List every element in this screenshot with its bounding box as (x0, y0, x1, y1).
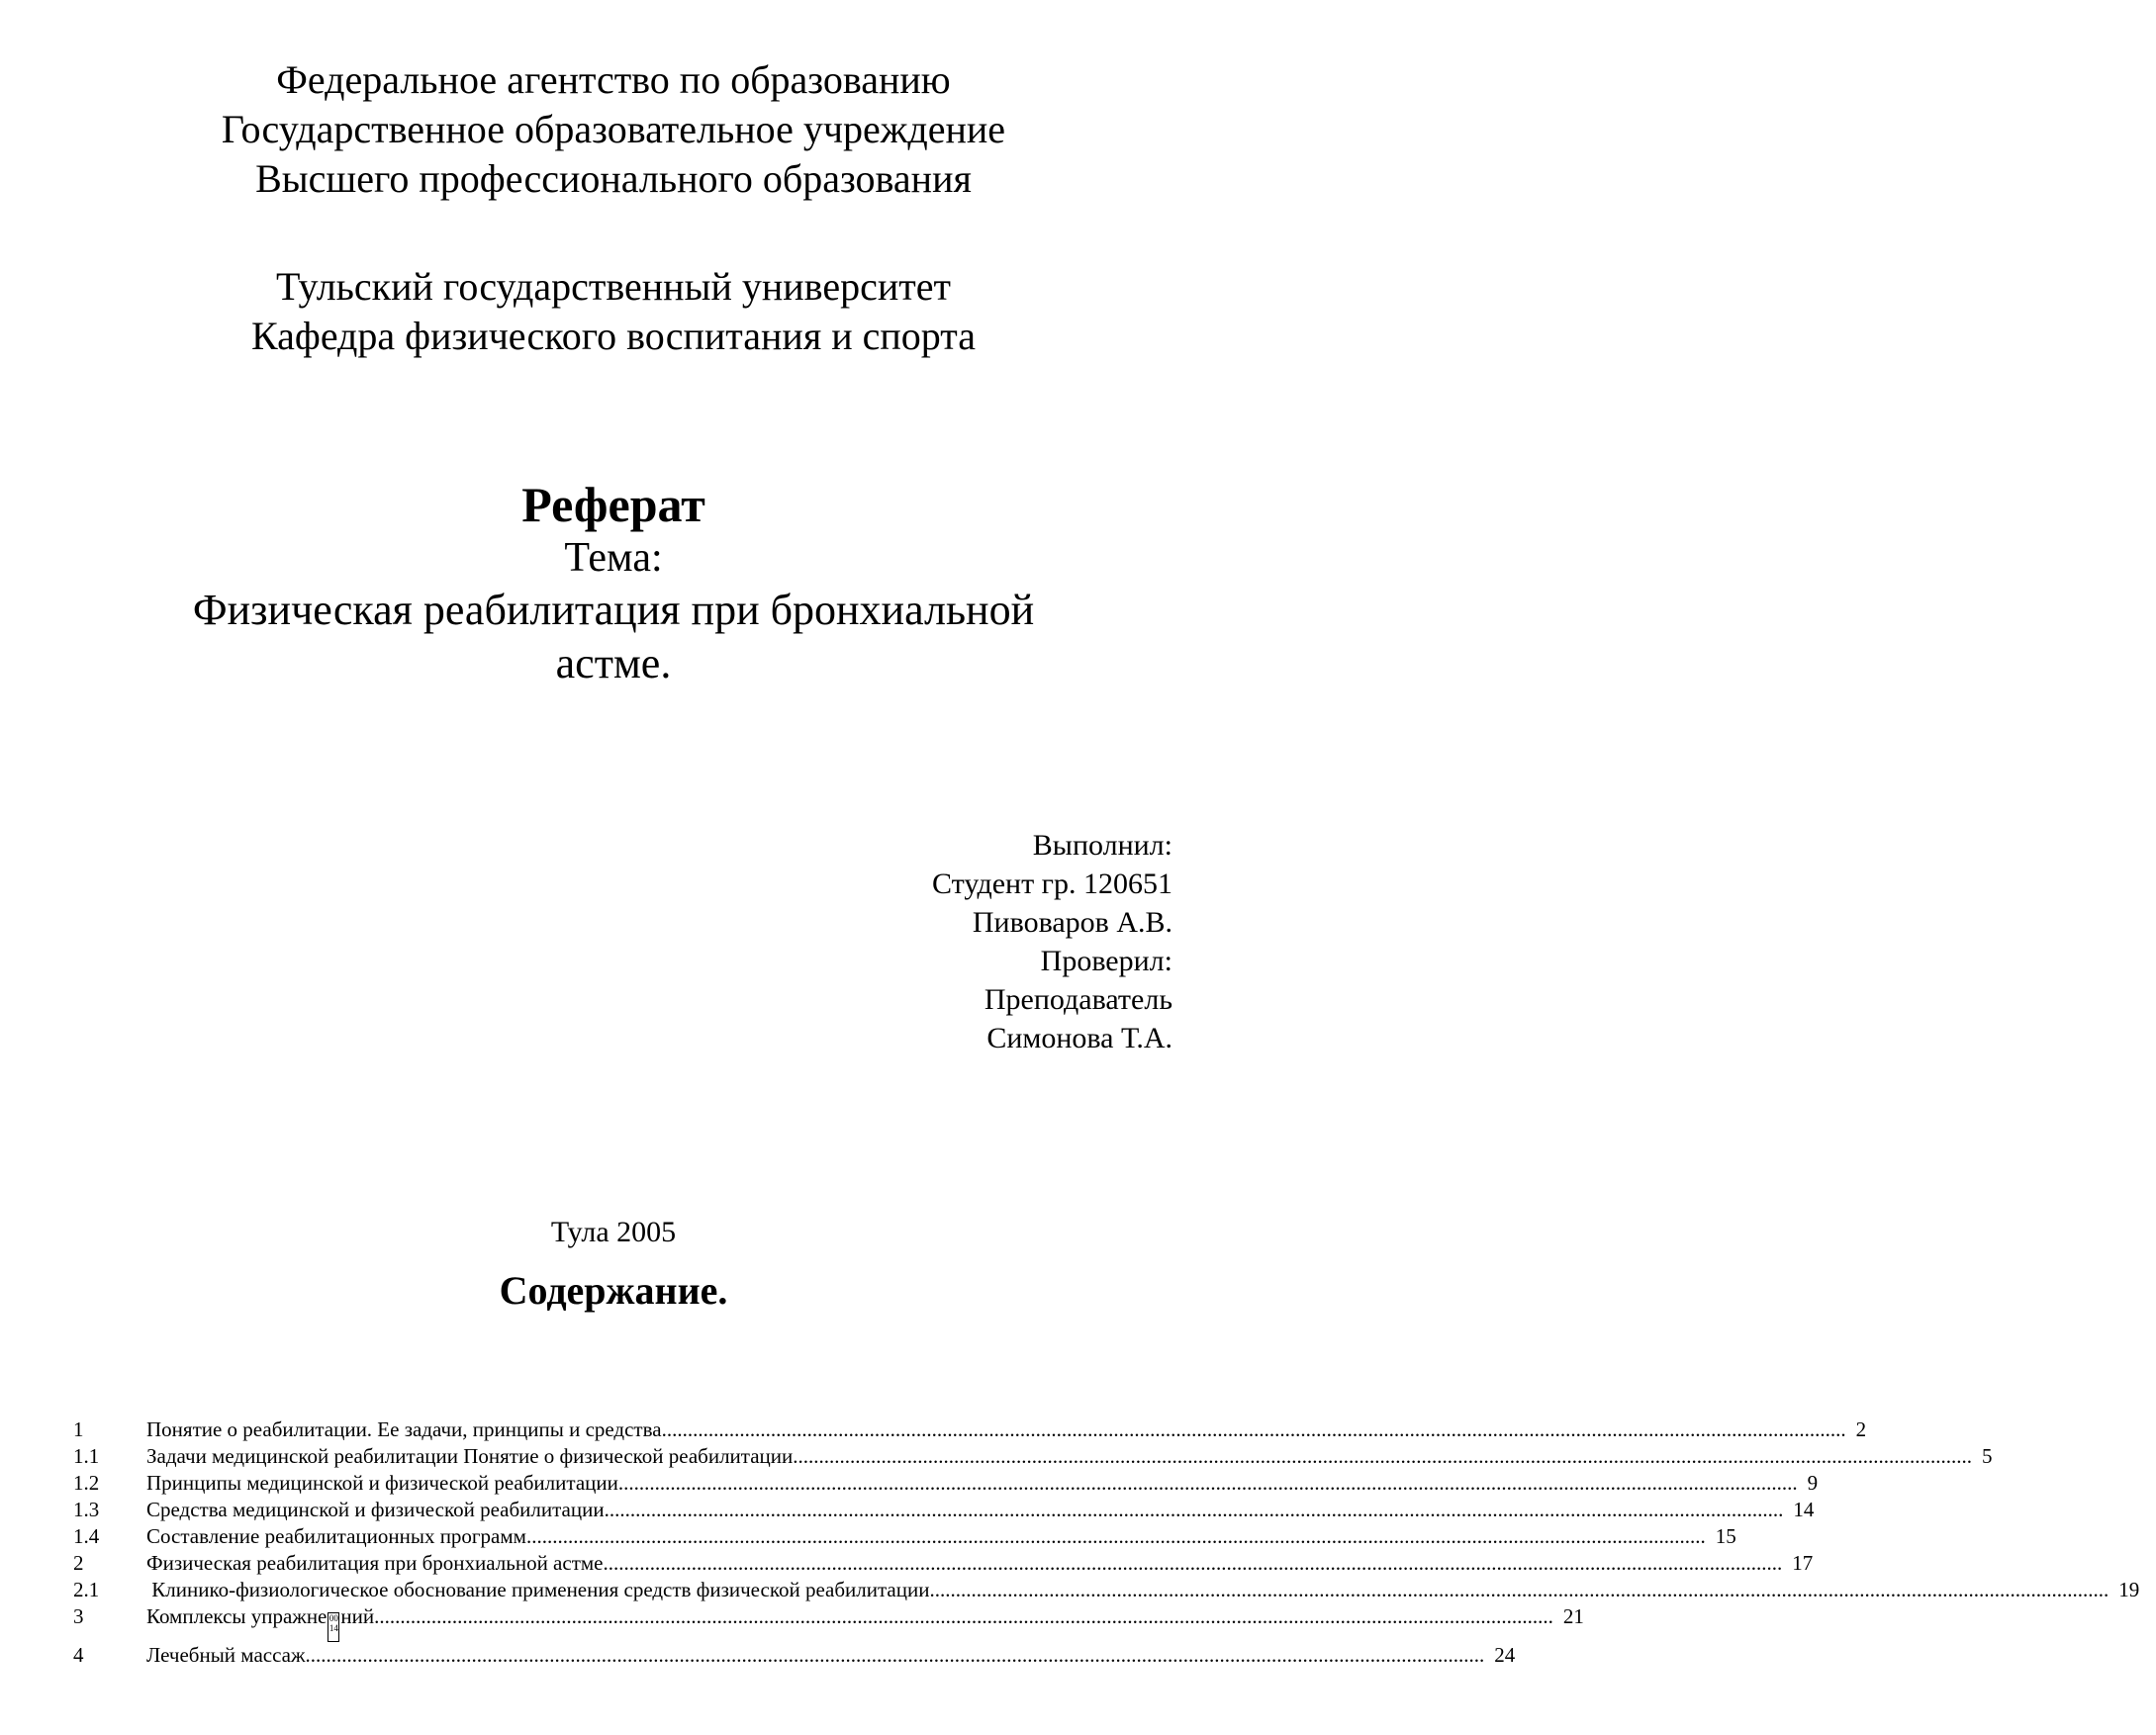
toc-item-number: 4 (73, 1643, 84, 1667)
university-block (0, 262, 1227, 361)
toc-item-page: 21 (1562, 1604, 1584, 1628)
header-education-level: Высшего профессионального образования (255, 156, 972, 201)
toc-item-page: 2 (1855, 1417, 1867, 1441)
toc-item-number: 2.1 (73, 1578, 100, 1601)
toc-item-title: Клинико-физиологическое обоснование применения средств физической реабилитации (146, 1578, 930, 1601)
toc-item-number: 1.2 (73, 1471, 100, 1495)
toc-item-number: 1.4 (73, 1524, 100, 1548)
toc-item-number: 1.3 (73, 1498, 100, 1521)
toc-item-title: Задачи медицинской реабилитации Понятие о физической реабилитации (146, 1444, 794, 1468)
topic-title-line-1: Физическая реабилитация при бронхиальной (192, 586, 1035, 634)
toc-dot-leader (929, 1577, 2109, 1603)
toc-item[interactable] (73, 1577, 2140, 1603)
toc-item-page: 17 (1792, 1551, 1814, 1575)
teacher-role: Преподаватель (984, 983, 1172, 1016)
toc-item-title: Принципы медицинской и физической реабилитации (146, 1471, 618, 1495)
performed-label: Выполнил: (1032, 829, 1172, 862)
toc-item-title: Понятие о реабилитации. Ее задачи, принципы и средства. (146, 1417, 667, 1441)
toc-dot-leader (526, 1523, 1706, 1550)
toc-dot-leader (604, 1550, 1783, 1577)
signature-block (932, 826, 1172, 1057)
toc-item-title-part-1: Комплексы упражне (146, 1604, 328, 1628)
toc-item-number: 3 (73, 1604, 84, 1628)
topic-label: Тема: (564, 535, 663, 581)
toc-dot-leader (667, 1416, 1846, 1443)
toc-item-page: 9 (1807, 1471, 1819, 1495)
toc-item[interactable] (73, 1497, 1815, 1523)
city-year: Тула 2005 (550, 1216, 677, 1248)
toc-dot-leader (605, 1497, 1784, 1523)
toc-item-title: Средства медицинской и физической реабилитации (146, 1498, 605, 1521)
toc-dot-leader (374, 1603, 1553, 1630)
toc-dot-leader (306, 1642, 1485, 1669)
student-group: Студент гр. 120651 (932, 868, 1172, 900)
toc-item-title: Физическая реабилитация при бронхиальной астме (146, 1551, 604, 1575)
toc-item-page: 24 (1494, 1643, 1516, 1667)
toc-item[interactable] (73, 1470, 1819, 1497)
teacher-name: Симонова Т.А. (986, 1022, 1172, 1054)
topic-title (0, 584, 1227, 690)
text-cursor-glyph-box: 00 14 (328, 1612, 339, 1642)
toc-heading: Содержание. (499, 1268, 728, 1313)
checked-label: Проверил: (1040, 945, 1172, 977)
toc-item[interactable] (73, 1550, 1814, 1577)
toc-item[interactable] (73, 1416, 1867, 1443)
toc-item-page: 14 (1793, 1498, 1815, 1521)
toc-item-page: 5 (1982, 1444, 1993, 1468)
header-institution: Государственное образовательное учреждение (221, 107, 1006, 151)
toc-item-number: 1.1 (73, 1444, 100, 1468)
header-block (0, 55, 1227, 204)
toc-item[interactable] (73, 1523, 1736, 1550)
department-name: Кафедра физического воспитания и спорта (251, 314, 976, 358)
university-name: Тульский государственный университет (276, 264, 951, 309)
toc-item-page: 15 (1715, 1524, 1736, 1548)
topic-title-line-2: астме. (555, 639, 672, 687)
toc-item[interactable] (73, 1603, 1584, 1642)
toc-item-number: 1 (73, 1417, 84, 1441)
toc-item-title: Составление реабилитационных программ (146, 1524, 526, 1548)
toc-item-title-part-2: ний (340, 1604, 375, 1628)
toc-item-number: 2 (73, 1551, 84, 1575)
table-of-contents (73, 1416, 2140, 1669)
toc-dot-leader (618, 1470, 1798, 1497)
header-agency: Федеральное агентство по образованию (276, 57, 951, 102)
toc-item[interactable] (73, 1642, 1516, 1669)
toc-item[interactable] (73, 1443, 1993, 1470)
student-name: Пивоваров А.В. (972, 906, 1172, 939)
toc-item-title (146, 1603, 374, 1642)
toc-item-title: Лечебный массаж (146, 1643, 306, 1667)
document-type-title: Реферат (521, 477, 705, 532)
toc-item-page: 19 (2118, 1578, 2140, 1601)
toc-dot-leader (793, 1443, 1972, 1470)
